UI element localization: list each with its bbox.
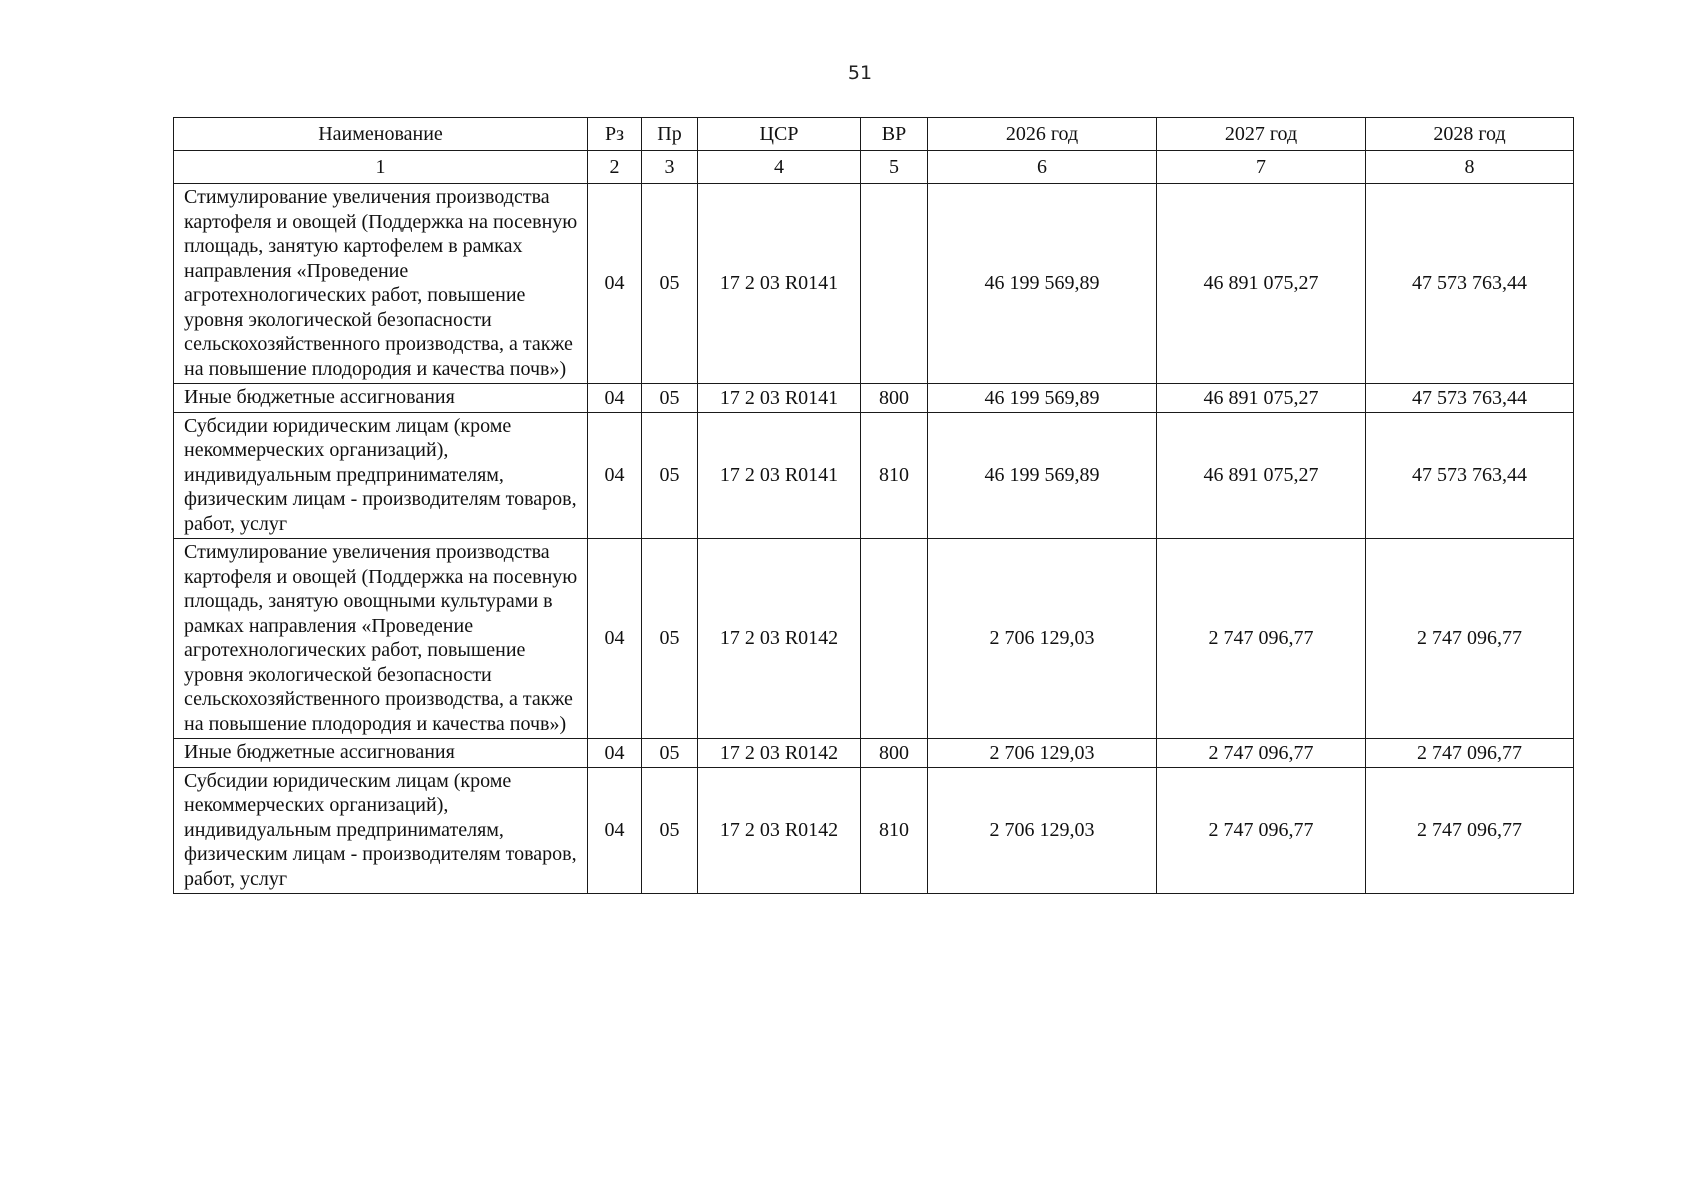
row-csr: 17 2 03 R0141 [698, 384, 861, 413]
column-number: 3 [642, 151, 698, 184]
row-2027: 2 747 096,77 [1157, 767, 1366, 894]
header-row [174, 118, 1574, 151]
row-name: Иные бюджетные ассигнования [174, 384, 588, 413]
header-vr: ВР [861, 118, 928, 151]
header-name: Наименование [174, 118, 588, 151]
row-2026: 2 706 129,03 [928, 739, 1157, 768]
row-pr: 05 [642, 739, 698, 768]
row-2027: 46 891 075,27 [1157, 384, 1366, 413]
row-vr: 810 [861, 412, 928, 539]
row-2028: 47 573 763,44 [1366, 184, 1574, 384]
header-pr: Пр [642, 118, 698, 151]
header-csr: ЦСР [698, 118, 861, 151]
row-name: Стимулирование увеличения производства картофеля и овощей (Поддержка на посевную площадь, занятую овощными культурами в рамках направления «Проведение агротехнологических работ, повышение уровня экологической безопасности сельскохозяйственного производства, а также на повышение плодородия и качества почв») [174, 539, 588, 739]
table-row [174, 384, 1574, 413]
column-number: 6 [928, 151, 1157, 184]
row-2026: 46 199 569,89 [928, 184, 1157, 384]
column-number-row [174, 151, 1574, 184]
table-row [174, 184, 1574, 384]
row-pr: 05 [642, 539, 698, 739]
row-pr: 05 [642, 412, 698, 539]
table-row [174, 767, 1574, 894]
header-2027: 2027 год [1157, 118, 1366, 151]
row-2028: 47 573 763,44 [1366, 412, 1574, 539]
column-number: 7 [1157, 151, 1366, 184]
row-2026: 2 706 129,03 [928, 767, 1157, 894]
column-number: 4 [698, 151, 861, 184]
row-rz: 04 [588, 539, 642, 739]
table-row [174, 412, 1574, 539]
row-csr: 17 2 03 R0142 [698, 539, 861, 739]
row-csr: 17 2 03 R0142 [698, 767, 861, 894]
row-2027: 46 891 075,27 [1157, 412, 1366, 539]
row-vr [861, 184, 928, 384]
row-csr: 17 2 03 R0142 [698, 739, 861, 768]
header-2028: 2028 год [1366, 118, 1574, 151]
row-vr [861, 539, 928, 739]
row-2028: 2 747 096,77 [1366, 539, 1574, 739]
column-number: 1 [174, 151, 588, 184]
row-2026: 46 199 569,89 [928, 384, 1157, 413]
row-name: Субсидии юридическим лицам (кроме некоммерческих организаций), индивидуальным предпринимателям, физическим лицам - производителям товаров, работ, услуг [174, 412, 588, 539]
row-2027: 2 747 096,77 [1157, 539, 1366, 739]
row-vr: 800 [861, 384, 928, 413]
row-pr: 05 [642, 767, 698, 894]
header-2026: 2026 год [928, 118, 1157, 151]
row-rz: 04 [588, 184, 642, 384]
row-2028: 2 747 096,77 [1366, 739, 1574, 768]
row-vr: 810 [861, 767, 928, 894]
row-2028: 2 747 096,77 [1366, 767, 1574, 894]
row-name: Субсидии юридическим лицам (кроме некоммерческих организаций), индивидуальным предпринимателям, физическим лицам - производителям товаров, работ, услуг [174, 767, 588, 894]
row-2026: 46 199 569,89 [928, 412, 1157, 539]
row-rz: 04 [588, 767, 642, 894]
table-row [174, 539, 1574, 739]
row-2027: 2 747 096,77 [1157, 739, 1366, 768]
row-2028: 47 573 763,44 [1366, 384, 1574, 413]
row-csr: 17 2 03 R0141 [698, 412, 861, 539]
column-number: 8 [1366, 151, 1574, 184]
budget-table [173, 117, 1574, 894]
column-number: 5 [861, 151, 928, 184]
page-number: 51 [847, 62, 873, 84]
row-rz: 04 [588, 412, 642, 539]
row-2026: 2 706 129,03 [928, 539, 1157, 739]
column-number: 2 [588, 151, 642, 184]
header-rz: Рз [588, 118, 642, 151]
row-name: Стимулирование увеличения производства картофеля и овощей (Поддержка на посевную площадь, занятую картофелем в рамках направления «Проведение агротехнологических работ, повышение уровня экологической безопасности сельскохозяйственного производства, а также на повышение плодородия и качества почв») [174, 184, 588, 384]
row-rz: 04 [588, 739, 642, 768]
row-2027: 46 891 075,27 [1157, 184, 1366, 384]
table-row [174, 739, 1574, 768]
row-name: Иные бюджетные ассигнования [174, 739, 588, 768]
row-pr: 05 [642, 184, 698, 384]
row-pr: 05 [642, 384, 698, 413]
row-csr: 17 2 03 R0141 [698, 184, 861, 384]
row-vr: 800 [861, 739, 928, 768]
row-rz: 04 [588, 384, 642, 413]
